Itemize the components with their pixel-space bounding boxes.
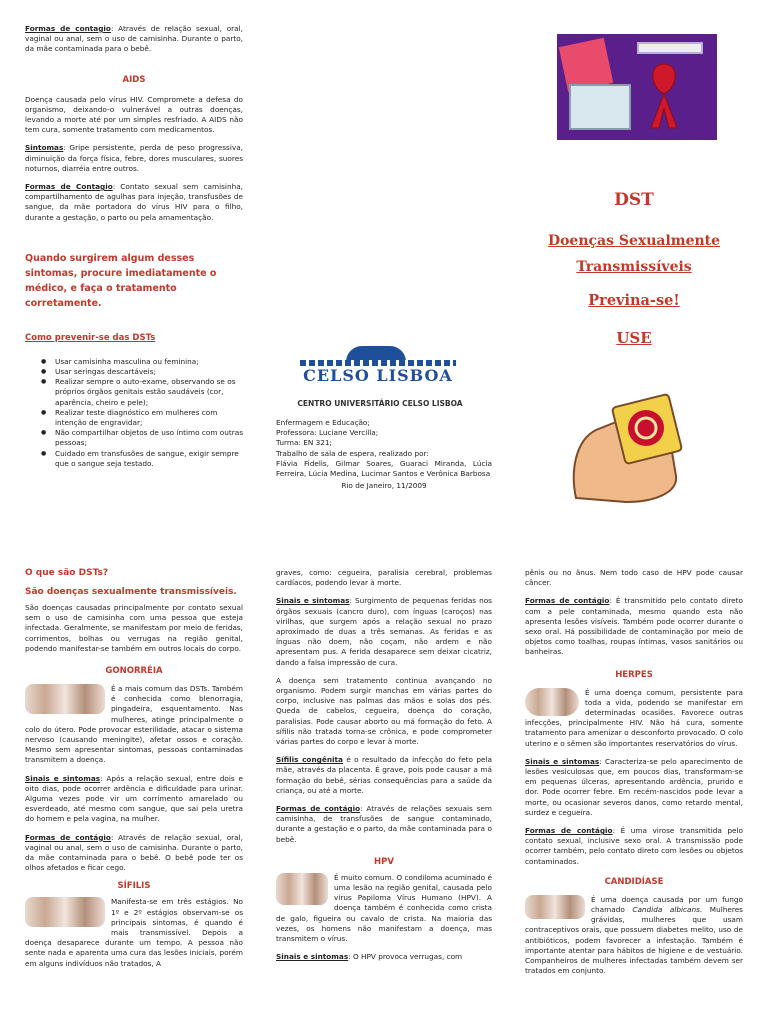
gonorreia-block: É a mais comum das DSTs. Também é conhecida como blenorragia, pingadeira, esquentamento. Nas mulheres, atinge principalmente o colo do útero. Pode provocar esterilidade, atacar o sistema nervoso (causando meningite), afetar ossos e coração. Mesmo sem apresentar sintomas, pessoas contaminadas transmitem a doença. bbox=[25, 684, 243, 765]
sifilis-heading: SÍFILIS bbox=[117, 881, 151, 892]
hpv-image bbox=[276, 873, 328, 905]
university-name: CENTRO UNIVERSITÁRIO CELSO LISBOA bbox=[297, 399, 463, 408]
date: Rio de Janeiro, 11/2009 bbox=[341, 481, 427, 491]
list-item: ● Realizar sempre o auto-exame, observando se os próprios órgãos genitais estão saudáveis (cor, aparência, cheiro e pele); bbox=[43, 377, 243, 408]
list-item: ● Usar camisinha masculina ou feminina; bbox=[43, 357, 243, 367]
sifilis-congenita: Sífilis congênita é o resultado da infecção do feto pela mãe, através da placenta. É grave, pois pode causar a má formação do bebê, sérias consequências para a saúde da criança, ou até a morte. bbox=[276, 755, 493, 795]
contagio-label: Formas de contagio bbox=[25, 24, 111, 33]
authors: Flávia Fidelis, Gilmar Soares, Guaraci Miranda, Lúcia Ferreira, Lúcia Medina, Lucimar Santos e Verônica Barbosa bbox=[276, 458, 492, 479]
candidiase-heading: CANDIDÍASE bbox=[604, 876, 664, 887]
panel-6 bbox=[525, 568, 743, 977]
hpv-sinais: Sinais e sintomas: O HPV provoca verrugas, com bbox=[276, 952, 463, 962]
syringe-icon bbox=[637, 42, 703, 54]
contagio-paragraph: Formas de contagio: Através de relação sexual, oral, vaginal ou anal, sem o uso de camisinha. Durante o parto, da mãe contaminada para o bebê. bbox=[25, 24, 244, 54]
panel-1 bbox=[25, 24, 243, 469]
gonorreia-image bbox=[25, 684, 105, 714]
title-line-1: Doenças Sexualmente bbox=[547, 233, 721, 249]
panel-5 bbox=[276, 568, 492, 963]
dst-title: DST bbox=[614, 190, 654, 210]
sifilis-cont: graves, como: cegueira, paralisia cerebral, problemas cardíacos, podendo levar à morte. bbox=[276, 568, 492, 588]
list-item: ● Não compartilhar objetos de uso íntimo com outras pessoas; bbox=[43, 428, 243, 448]
list-item: ● Usar seringas descartáveis; bbox=[43, 367, 243, 377]
sifilis-block: Manifesta-se em três estágios. No 1º e 2º estágios observam-se os principais sintomas, é quando é mais transmissível. Depois a doença desaparece durante um tempo. A pessoa não sente nada e aparenta uma cura das lesões iniciais, porém em alguns indivíduos não tratados, A bbox=[25, 897, 243, 968]
title-line-2: Transmissíveis bbox=[576, 259, 692, 275]
list-item: ● Realizar teste diagnóstico em mulheres com intenção de engravidar; bbox=[43, 408, 243, 428]
university-logo bbox=[290, 346, 466, 398]
herpes-heading: HERPES bbox=[615, 669, 653, 680]
gonorreia-heading: GONORRÉIA bbox=[105, 666, 163, 677]
dst-illustration bbox=[557, 34, 717, 140]
sifilis-tratamento: A doença sem tratamento continua avançando no organismo. Podem surgir manchas em várias partes do corpo, inclusive nas palmas das mãos e solas dos pés. Queda de cabelos, cegueira, doença do coração, paralisias. Pode causar aborto ou má formação do feto. A sífilis não tratada torna-se crônica, e pode comprometer várias partes do corpo e levar à morte. bbox=[276, 675, 492, 747]
aids-heading: AIDS bbox=[122, 74, 146, 85]
sintomas-paragraph: Sintomas: Gripe persistente, perda de peso progressiva, diminuição da força física, febre, dores musculares, suores noturnos, diarréia entre outros. bbox=[25, 143, 243, 173]
q-heading: O que são DSTs? bbox=[25, 568, 109, 578]
ribbon-icon bbox=[645, 60, 683, 130]
intro-paragraph: São doenças causadas principalmente por contato sexual sem o uso de camisinha com uma pessoa que esteja infectada. Geralmente, se manifestam por meio de feridas, corrimentos, bolhas ou verrugas na região genital, podendo manifestar-se também em outros locais do corpo. bbox=[25, 603, 243, 653]
list-item: ● Cuidado em transfusões de sangue, exigir sempre que o sangue seja testado. bbox=[43, 449, 243, 469]
previna-title: Previna-se! bbox=[588, 292, 680, 309]
panel-4 bbox=[25, 568, 243, 969]
prevent-heading: Como prevenir-se das DSTs bbox=[25, 332, 156, 343]
hpv-block: É muito comum. O condiloma acuminado é uma lesão na região genital, causada pelo vírus Papiloma Vírus Humano (HPV). A doença também é conhecida como crista de galo, figueira ou cavalo de crista. Na maioria das vezes, os homens não manifestam a doença, mas transmitem o vírus. bbox=[276, 872, 492, 944]
sifilis-sinais: Sinais e sintomas: Surgimento de pequenas feridas nos órgãos sexuais (cancro duro), com ínguas (caroços) nas virilhas, que surgem após a relação sexual no prazo aproximado de duas a três semanas. As feridas e as ínguas não doem, não coçam, não ardem e não apresentam pus. A ferida desaparece sem deixar cicatriz, dando a falsa impressão de cura. bbox=[276, 596, 492, 667]
logo-text: CELSO LISBOA bbox=[303, 366, 453, 385]
candidiase-image bbox=[525, 895, 585, 919]
herpes-sinais: Sinais e sintomas: Caracteriza-se pelo aparecimento de lesões vesiculosas que, em poucos dias, transformam-se em pequenas úlceras, apresentando ardência, prurido e dor. Pode ocorrer febre. Em recém-nascidos pode levar a morte, ou ocasionar severos danos, como retardo mental, surdez e cegueira. bbox=[525, 756, 743, 817]
sub-heading: São doenças sexualmente transmissíveis. bbox=[25, 587, 237, 597]
herpes-image bbox=[525, 688, 579, 716]
credits: Enfermagem e Educação; Professora: Luciane Vercilla; Turma: EN 321; Trabalho de sala de espera, realizado por: Flávia Fidelis, Gilmar Soares, Guaraci Miranda, Lúcia Ferreira, Lúcia Medina, Lucimar Santos e Verônica Barbosa Rio de Janeiro, 11/2009 bbox=[276, 418, 492, 491]
condom-hand-illustration bbox=[566, 380, 696, 508]
gonorreia-sinais: Sinais e sintomas: Após a relação sexual, entre dois e oito dias, pode ocorrer ardência e dificuldade para urinar. Alguma vezes pode vir um corrimento amarelado ou esverdeado, até mesmo com sangue, que sai pela uretra do homem e pela vagina, na mulher. bbox=[25, 773, 243, 824]
alert-text: Quando surgirem algum desses sintomas, procure imediatamente o médico, e faça o tratamento corretamente. bbox=[25, 252, 217, 309]
hpv-heading: HPV bbox=[374, 856, 394, 867]
candidiase-block: É uma doença causada por um fungo chamado Candida albicans. Mulheres grávidas, mulheres que usam contraceptivos orais, que possuem diabetes melito, uso de antibióticos, podem favorecer a infestação. Também é importante atentar para hábitos de higiene e de vestuário. Companheiros de mulheres infectadas também devem ser tratados em conjunto. bbox=[525, 894, 743, 976]
gonorreia-contagio: Formas de contágio: Através de relação sexual, oral, vaginal ou anal, sem o uso de camisinha. Durante o parto, da mãe contaminada para o bebê. O bebê pode ter os olhos afetados e ficar cego. bbox=[25, 832, 244, 873]
herpes-block: É uma doença comum, persistente para toda a vida, podendo se manifestar em determinadas ocasiões. Favorece outras infecções, principalmente HIV. Não há cura, somente tratamento para amenizar o desconforto provocado. O colo uterino e o sêmen são importantes reservatórios do vírus. bbox=[525, 687, 743, 748]
contagio2-paragraph: Formas de Contagio: Contato sexual sem camisinha, compartilhamento de agulhas para injeção, transfusões de sangue, da mãe portadora do vírus HIV para o filho, durante a gestação, o parto ou pela amamentação. bbox=[25, 182, 243, 222]
sifilis-image bbox=[25, 897, 105, 927]
herpes-contagio: Formas de contágio: É uma virose transmitida pelo contato sexual, inclusive sexo oral. A transmissão pode ocorrer também, pelo contato direto com lesões ou objetos contaminados. bbox=[525, 826, 743, 866]
hpv-cont: pênis ou no ânus. Nem todo caso de HPV pode causar câncer. bbox=[525, 568, 743, 588]
use-title: USE bbox=[616, 329, 652, 347]
hpv-contagio: Formas de contágio: É transmitido pelo contato direto com a pele contaminada, mesmo quando esta não apresenta lesões visíveis. Também pode ocorrer durante o sexo oral. Há possibilidade de contaminação por meio de objetos como toalhas, roupas íntimas, vasos sanitários ou banheiras. bbox=[525, 596, 743, 657]
sifilis-contagio: Formas de contágio: Através de relações sexuais sem camisinha, de transfusões de sangue contaminado, durante a gestação e o parto, da mãe contaminada para o bebê. bbox=[276, 804, 492, 844]
aids-paragraph: Doença causada pelo vírus HIV. Compromete a defesa do organismo, deixando-o vulnerável a outras doenças, levando a morte até por um simples resfriado. A AIDS não tem cura, somente tratamento com medicamentos. bbox=[25, 94, 243, 135]
prevent-list bbox=[25, 357, 243, 469]
condom-box-icon bbox=[569, 84, 631, 130]
